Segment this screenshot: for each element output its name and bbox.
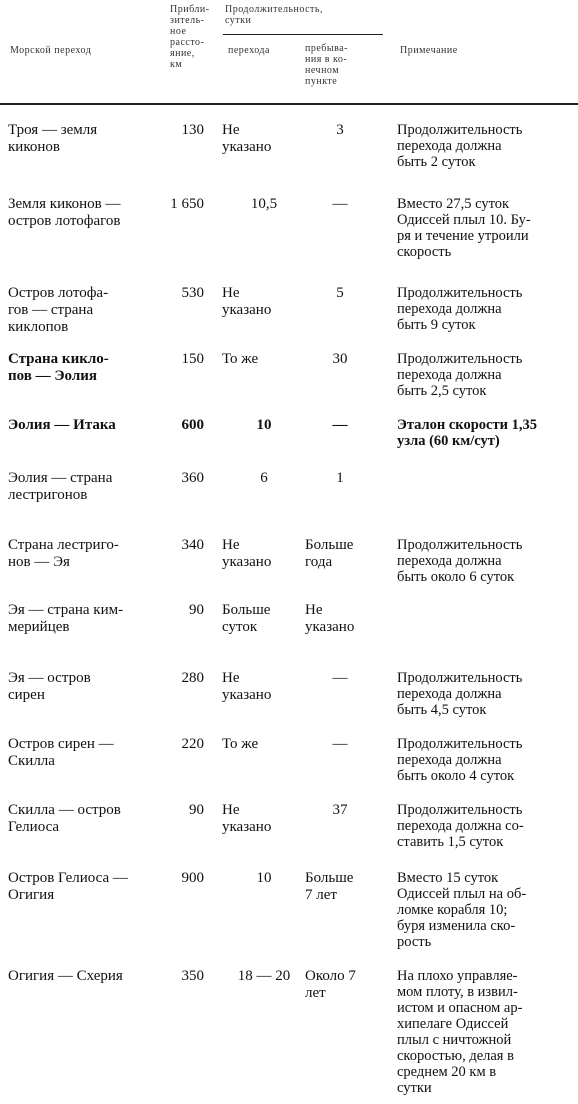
header-note: Примечание bbox=[400, 45, 458, 56]
distance-cell: 340 bbox=[181, 537, 204, 553]
route-cell: Страна кикло- пов — Эолия bbox=[8, 351, 109, 384]
note-cell: Вместо 15 суток Одиссей плыл на об- ломке корабля 10; буря изменила ско- рость bbox=[397, 870, 527, 950]
distance-cell: 90 bbox=[189, 602, 204, 618]
header-transit: перехода bbox=[228, 45, 270, 56]
stay-cell: 1 bbox=[336, 470, 344, 486]
note-cell: Продолжительность перехода должна со- ставить 1,5 суток bbox=[397, 802, 524, 850]
distance-cell: 600 bbox=[181, 417, 204, 433]
stay-cell: Не указано bbox=[305, 602, 355, 635]
distance-cell: 90 bbox=[189, 802, 204, 818]
transit-cell: Не указано bbox=[222, 285, 272, 318]
route-cell: Остров лотофа- гов — страна киклопов bbox=[8, 285, 109, 335]
distance-cell: 130 bbox=[181, 122, 204, 138]
stay-cell: 37 bbox=[332, 802, 348, 818]
transit-cell: Не указано bbox=[222, 670, 272, 703]
route-cell: Земля киконов — остров лотофагов bbox=[8, 196, 121, 229]
note-cell: Продолжительность перехода должна быть 2,5 суток bbox=[397, 351, 523, 399]
transit-cell: Не указано bbox=[222, 802, 272, 835]
header-distance: Прибли- зитель- ное рассто- яние, км bbox=[170, 4, 210, 70]
stay-cell: — bbox=[332, 417, 348, 433]
transit-cell: Не указано bbox=[222, 537, 272, 570]
distance-cell: 360 bbox=[181, 470, 204, 486]
stay-cell: — bbox=[332, 670, 348, 686]
distance-cell: 150 bbox=[181, 351, 204, 367]
distance-cell: 350 bbox=[181, 968, 204, 984]
distance-cell: 220 bbox=[181, 736, 204, 752]
header-route: Морской переход bbox=[10, 45, 92, 56]
note-cell: Продолжительность перехода должна быть около 6 суток bbox=[397, 537, 523, 585]
transit-cell: То же bbox=[222, 351, 259, 367]
route-cell: Эолия — страна лестригонов bbox=[8, 470, 113, 503]
distance-cell: 280 bbox=[181, 670, 204, 686]
distance-cell: 900 bbox=[181, 870, 204, 886]
stay-cell: 30 bbox=[332, 351, 348, 367]
header-duration-group: Продолжительность, сутки bbox=[225, 4, 323, 26]
stay-cell: Больше года bbox=[305, 537, 354, 570]
route-cell: Скилла — остров Гелиоса bbox=[8, 802, 121, 835]
transit-cell: То же bbox=[222, 736, 259, 752]
header-stay: пребыва- ния в ко- нечном пункте bbox=[305, 43, 348, 87]
note-cell: Эталон скорости 1,35 узла (60 км/сут) bbox=[397, 417, 537, 449]
stay-cell: 3 bbox=[336, 122, 344, 138]
route-cell: Огигия — Схерия bbox=[8, 968, 123, 984]
note-cell: Продолжительность перехода должна быть 4,5 суток bbox=[397, 670, 523, 718]
note-cell: Продолжительность перехода должна быть 2 суток bbox=[397, 122, 523, 170]
transit-cell: 10 bbox=[256, 417, 272, 433]
transit-cell: Больше суток bbox=[222, 602, 271, 635]
distance-cell: 1 650 bbox=[170, 196, 204, 212]
transit-cell: 10 bbox=[256, 870, 272, 886]
note-cell: На плохо управляе- мом плоту, в извил- истом и опасном ар- хипелаге Одиссей плыл с ничтожной скоростью, делая в среднем 20 км в сутки bbox=[397, 968, 523, 1096]
route-cell: Эя — остров сирен bbox=[8, 670, 91, 703]
route-cell: Эолия — Итака bbox=[8, 417, 116, 433]
transit-cell: 6 bbox=[260, 470, 268, 486]
stay-cell: Около 7 лет bbox=[305, 968, 356, 1001]
transit-cell: 10,5 bbox=[250, 196, 278, 212]
note-cell: Вместо 27,5 суток Одиссей плыл 10. Бу- ря и течение утроили скорость bbox=[397, 196, 531, 260]
stay-cell: 5 bbox=[336, 285, 344, 301]
route-cell: Остров Гелиоса — Огигия bbox=[8, 870, 128, 903]
stay-cell: — bbox=[332, 196, 348, 212]
stay-cell: — bbox=[332, 736, 348, 752]
transit-cell: 18 — 20 bbox=[237, 968, 291, 984]
header-bottom-rule bbox=[0, 103, 578, 105]
note-cell: Продолжительность перехода должна быть около 4 суток bbox=[397, 736, 523, 784]
distance-cell: 530 bbox=[181, 285, 204, 301]
route-cell: Эя — страна ким- мерийцев bbox=[8, 602, 124, 635]
header-subrule bbox=[223, 34, 383, 35]
route-cell: Троя — земля киконов bbox=[8, 122, 98, 155]
note-cell: Продолжительность перехода должна быть 9 суток bbox=[397, 285, 523, 333]
stay-cell: Больше 7 лет bbox=[305, 870, 354, 903]
transit-cell: Не указано bbox=[222, 122, 272, 155]
route-cell: Остров сирен — Скилла bbox=[8, 736, 114, 769]
route-cell: Страна лестриго- нов — Эя bbox=[8, 537, 119, 570]
